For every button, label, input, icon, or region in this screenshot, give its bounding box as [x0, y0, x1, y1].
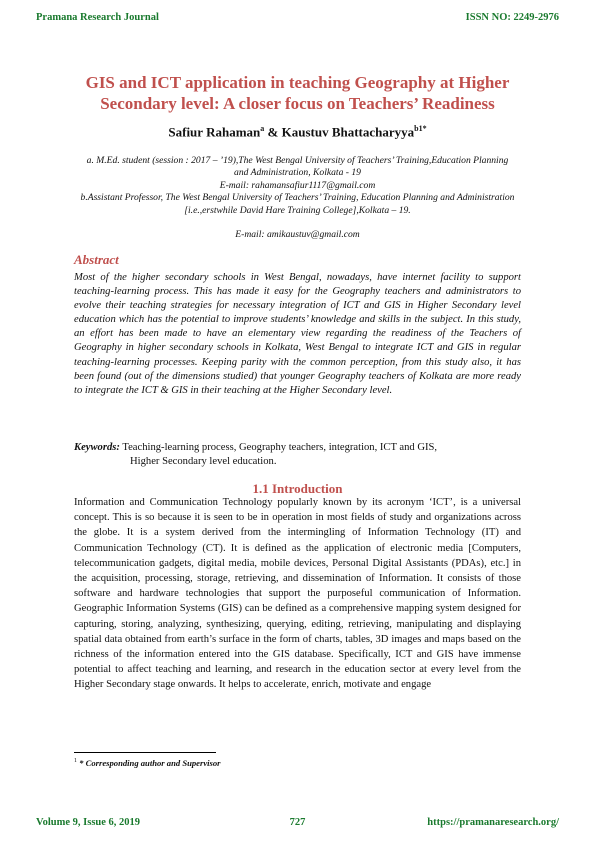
introduction-paragraph: Information and Communication Technology popularly known by its acronym ‘ICT’, is a universal concept. This is so because it is seen to be in operation in most fields of study and organizations across the globe. It is a system derived from the intermingling of Information Technology (IT) and Communication Technology (CT). It is defined as the application of electronic media [Computers, telecommunication gadgets, digital media, mobile devices, Personal Digital Assistants (PDAs), etc.] in the acquisition, processing, storage, retrieving, and dissemination of Information. It consists of those software and hardware technologies that support the purposeful communication of Information. Geographic Information Systems (GIS) can be defined as a comprehensive mapping system designed for capturing, storing, analyzing, synthesizing, querying, editing, retrieving, manipulating and displaying spatial data obtained from earth’s surface in the form of charts, tables, 3D images and maps based on the richness of the information entered into the GIS database. Specifically, ICT and GIS have immense potential to affect teaching and learning, and research in the education sector at every level from the Higher Secondary stage onwards. It helps to accelerate, enrich, motivate and engage — [74, 497, 521, 691]
footer-volume: Volume 9, Issue 6, 2019 — [36, 817, 141, 828]
affiliation-b-email: E-mail: amikaustuv@gmail.com — [235, 229, 360, 240]
abstract-heading: Abstract — [74, 252, 119, 267]
keywords-line-1: Teaching-learning process, Geography teachers, integration, ICT and GIS, — [122, 442, 438, 453]
introduction-body — [74, 495, 521, 693]
issn-number: ISSN NO: 2249-2976 — [465, 12, 559, 23]
journal-name: Pramana Research Journal — [36, 12, 159, 23]
author-line — [0, 124, 595, 140]
footnote-divider — [74, 752, 216, 753]
introduction-heading: 1.1 Introduction — [252, 481, 343, 496]
affiliation-b: b.Assistant Professor, The West Bengal University of Teachers’ Training, Education Planning and Administration [i.e.,erstwhile David Hare Training College],Kolkata – 19. — [80, 192, 515, 216]
keywords-line-2: Higher Secondary level education. — [130, 456, 277, 467]
author-separator: & — [267, 124, 279, 140]
footnote — [74, 758, 221, 768]
affiliations — [80, 155, 515, 217]
author-1-affil-marker: a — [260, 124, 265, 133]
footnote-text: * Corresponding author and Supervisor — [79, 758, 221, 768]
author-1-name: Safiur Rahaman — [168, 124, 261, 140]
affiliation-a-email: E-mail: rahamansafiur1117@gmail.com — [219, 179, 376, 191]
affiliation-a: a. M.Ed. student (session : 2017 – ’19),The West Bengal University of Teachers’ Training,Education Planning and Administration, Kolkata - 19 — [86, 155, 509, 179]
footer-page-number: 727 — [289, 817, 306, 828]
abstract-text: Most of the higher secondary schools in West Bengal, nowadays, have internet facility to support teaching-learning process. This has made it easy for the Geography teachers and administrators to evolve their teaching strategies for necessary integration of ICT and GIS in Higher Secondary level education which has the potential to improve students’ knowledge and skills in the subject. In this study, an effort has been made to have an elementary view regarding the readiness of the Teachers of Geography in higher secondary schools in Kolkata, West Bengal to integrate ICT and GIS in regular teaching-learning processes. Keeping parity with the common perception, from this study also, it has been found (out of the dimensions studied) that younger Geography teachers of Kolkata are more ready to integrate the ICT & GIS in their teaching at the Higher Secondary level. — [74, 272, 521, 396]
paper-title: GIS and ICT application in teaching Geography at Higher Secondary level: A closer focus on Teachers’ Readiness — [85, 73, 510, 113]
footnote-marker: 1 — [74, 758, 77, 765]
keywords-block — [74, 441, 521, 469]
author-2-affil-marker: b1* — [414, 124, 427, 133]
footer-url-link[interactable]: https://pramanaresearch.org/ — [427, 817, 559, 828]
author-2-name: Kaustuv Bhattacharyya — [281, 124, 415, 140]
keywords-label: Keywords: — [74, 442, 120, 453]
abstract-body — [74, 271, 521, 398]
